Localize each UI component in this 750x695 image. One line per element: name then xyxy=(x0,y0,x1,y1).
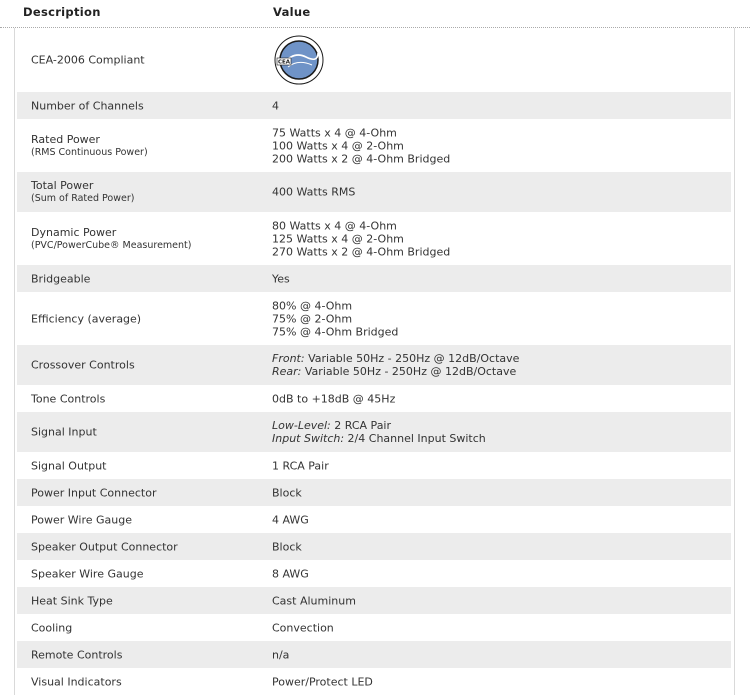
spec-description xyxy=(31,594,113,607)
spec-value-line xyxy=(272,432,486,445)
spec-value xyxy=(272,567,309,580)
spec-description xyxy=(31,675,122,688)
spec-value xyxy=(272,352,519,378)
table-row xyxy=(17,533,731,560)
spec-value-qualifier: Front: xyxy=(272,352,305,365)
spec-sublabel: (Sum of Rated Power) xyxy=(31,193,135,204)
table-row xyxy=(17,506,731,533)
spec-value xyxy=(272,594,356,607)
spec-label: Signal Input xyxy=(31,425,97,439)
spec-value xyxy=(272,648,289,661)
spec-description xyxy=(31,392,105,405)
spec-label: Power Wire Gauge xyxy=(31,513,132,526)
spec-value xyxy=(272,459,329,472)
spec-value-line: Convection xyxy=(272,621,334,634)
spec-value xyxy=(272,272,290,285)
cea-2006-logo-icon xyxy=(272,33,326,87)
spec-label: Speaker Wire Gauge xyxy=(31,567,144,580)
spec-description xyxy=(31,179,134,205)
spec-value-line: 270 Watts x 2 @ 4-Ohm Bridged xyxy=(272,245,451,258)
spec-value xyxy=(272,621,334,634)
header-description: Description xyxy=(23,5,101,19)
spec-value-qualifier: Rear: xyxy=(272,365,302,378)
spec-value-text: 2/4 Channel Input Switch xyxy=(344,432,486,445)
spec-label: Crossover Controls xyxy=(31,358,135,372)
spec-value-line: Block xyxy=(272,486,302,499)
table-row xyxy=(17,265,731,292)
spec-description xyxy=(31,621,72,634)
spec-value xyxy=(272,392,395,405)
spec-description xyxy=(31,567,143,580)
spec-value xyxy=(272,513,309,526)
spec-description xyxy=(31,513,132,526)
spec-value-qualifier: Low-Level: xyxy=(272,419,331,432)
spec-label: Dynamic Power xyxy=(31,225,117,239)
spec-value-line: 125 Watts x 4 @ 2-Ohm xyxy=(272,232,404,245)
spec-value xyxy=(272,419,486,445)
spec-label: Bridgeable xyxy=(31,272,91,285)
spec-sublabel: (PVC/PowerCube® Measurement) xyxy=(31,239,192,251)
header-value: Value xyxy=(273,5,311,19)
spec-label: Signal Output xyxy=(31,459,107,472)
spec-description xyxy=(31,486,156,499)
spec-value-text: 2 RCA Pair xyxy=(330,419,392,432)
spec-value-text: Variable 50Hz - 250Hz @ 12dB/Octave xyxy=(304,352,520,365)
table-row xyxy=(17,452,731,479)
spec-value xyxy=(272,126,450,165)
spec-value-line: 100 Watts x 4 @ 2-Ohm xyxy=(272,139,404,152)
spec-value-line: 4 xyxy=(272,99,279,112)
table-row xyxy=(17,614,731,641)
table-row xyxy=(17,412,731,452)
table-row xyxy=(17,172,731,212)
table-row xyxy=(17,345,731,385)
table-row xyxy=(17,28,731,92)
spec-label: Rated Power xyxy=(31,132,100,146)
spec-value-line: 80% @ 4-Ohm xyxy=(272,299,353,312)
spec-value-line: Cast Aluminum xyxy=(272,594,356,607)
spec-label: Tone Controls xyxy=(31,392,106,405)
spec-value-line: 75% @ 2-Ohm xyxy=(272,312,353,325)
spec-value-line: Yes xyxy=(272,272,290,285)
spec-description xyxy=(31,99,144,112)
spec-description xyxy=(31,359,135,372)
spec-description xyxy=(31,133,148,159)
spec-label: Remote Controls xyxy=(31,648,123,661)
spec-description xyxy=(31,312,141,325)
logo-center-text: CEA xyxy=(277,59,291,66)
spec-value-qualifier: Input Switch: xyxy=(272,432,345,445)
spec-value-line: 0dB to +18dB @ 45Hz xyxy=(272,392,396,405)
spec-value-line: 75 Watts x 4 @ 4-Ohm xyxy=(272,126,397,139)
spec-sublabel: (RMS Continuous Power) xyxy=(31,146,148,158)
spec-value-text: Variable 50Hz - 250Hz @ 12dB/Octave xyxy=(301,365,517,378)
table-row xyxy=(17,641,731,668)
spec-value-line: Power/Protect LED xyxy=(272,675,373,688)
table-row xyxy=(17,385,731,412)
spec-value xyxy=(272,186,355,199)
table-row xyxy=(17,668,731,695)
spec-description xyxy=(31,459,107,472)
spec-label: Speaker Output Connector xyxy=(31,540,178,553)
spec-value-line xyxy=(272,419,486,432)
spec-label: Total Power xyxy=(31,179,94,192)
spec-label: CEA-2006 Compliant xyxy=(31,53,145,67)
table-row xyxy=(17,119,731,172)
table-row xyxy=(17,479,731,506)
spec-table-body xyxy=(17,28,731,695)
spec-value xyxy=(272,486,302,499)
spec-label: Efficiency (average) xyxy=(31,312,142,325)
spec-description xyxy=(31,272,90,285)
spec-value-line xyxy=(272,365,519,378)
spec-value-line: 200 Watts x 2 @ 4-Ohm Bridged xyxy=(272,152,451,165)
spec-description xyxy=(31,54,145,67)
table-header xyxy=(0,0,750,28)
spec-value xyxy=(272,99,279,112)
spec-value xyxy=(272,540,302,553)
spec-value-line: 80 Watts x 4 @ 4-Ohm xyxy=(272,219,397,232)
spec-description xyxy=(31,648,122,661)
spec-label: Visual Indicators xyxy=(31,675,122,688)
table-row xyxy=(17,560,731,587)
spec-label: Heat Sink Type xyxy=(31,594,113,607)
spec-value-line: Block xyxy=(272,540,302,553)
spec-value xyxy=(272,299,398,338)
spec-value-line: 4 AWG xyxy=(272,513,309,526)
spec-value-line: 1 RCA Pair xyxy=(272,459,329,472)
spec-description xyxy=(31,226,191,252)
table-row xyxy=(17,292,731,345)
spec-value-line: n/a xyxy=(272,648,290,661)
spec-value-line xyxy=(272,352,519,365)
table-row xyxy=(17,92,731,119)
spec-value-line: 8 AWG xyxy=(272,567,309,580)
spec-label: Power Input Connector xyxy=(31,486,157,499)
table-row xyxy=(17,587,731,614)
spec-value xyxy=(272,675,373,688)
spec-value-line: 400 Watts RMS xyxy=(272,185,356,199)
spec-value xyxy=(272,219,450,258)
spec-label: Number of Channels xyxy=(31,99,144,112)
spec-label: Cooling xyxy=(31,621,73,634)
spec-description xyxy=(31,540,178,553)
spec-value-line: 75% @ 4-Ohm Bridged xyxy=(272,325,399,338)
spec-description xyxy=(31,426,97,439)
table-row xyxy=(17,212,731,265)
